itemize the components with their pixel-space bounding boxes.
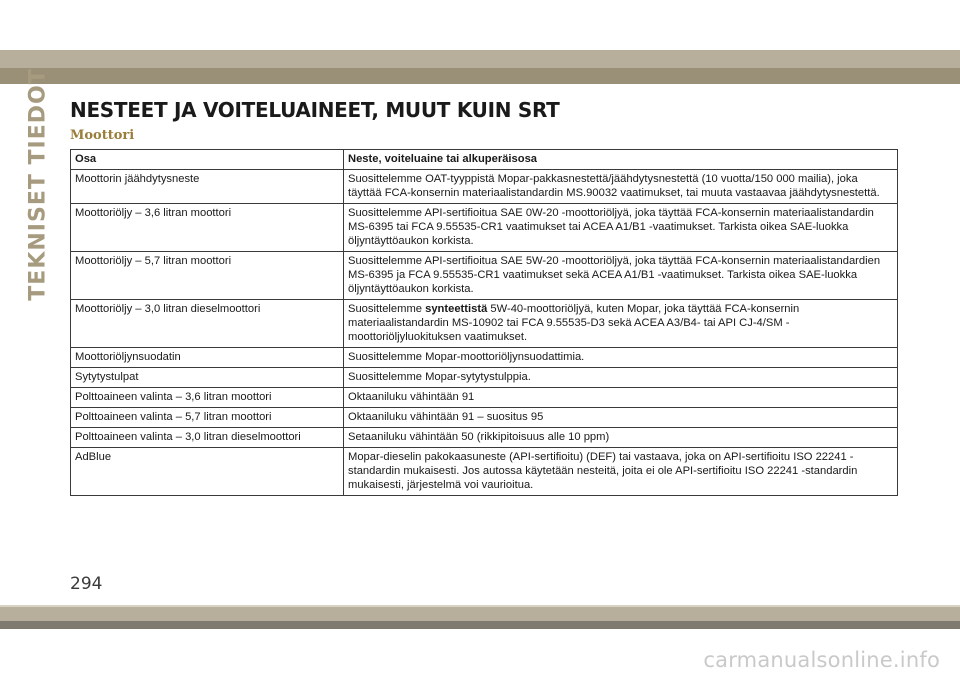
table-row	[71, 428, 898, 448]
spec-text-post: 5W-40-moottoriöljyä, kuten Mopar, joka täyttää FCA-konsernin materiaalistandardin MS-10902 tai FCA 9.55535-D3 sekä ACEA A3/B4- tai API CJ-4/SM -moottoriöljyluokituksen vaatimukset.	[348, 303, 800, 343]
row-part: Moottoriöljynsuodatin	[71, 348, 344, 368]
table-row	[71, 368, 898, 388]
row-spec: Mopar-dieselin pakokaasuneste (API-sertifioitu) (DEF) tai vastaava, joka on API-sertifioitu ISO 22241 -standardin mukaisesti. Jos autossa käytetään nesteitä, joita ei ole API-sertifioitu ISO 22241 -standardin mukaisesti, järjestelmä voi vaurioitua.	[344, 448, 898, 496]
row-part: Moottoriöljy – 3,0 litran dieselmoottori	[71, 300, 344, 348]
row-spec: Suosittelemme OAT-tyyppistä Mopar-pakkasnestettä/jäähdytysnestettä (10 vuotta/150 000 mailia), joka täyttää FCA-konsernin materiaalistandardin MS.90032 vaatimukset, tai muuta vastaavaa jäähdytysnestettä.	[344, 170, 898, 204]
row-spec: Oktaaniluku vähintään 91	[344, 388, 898, 408]
row-spec: Suosittelemme API-sertifioitua SAE 0W-20 -moottoriöljyä, joka täyttää FCA-konsernin materiaalistandardin MS-6395 tai FCA 9.55535-CR1 vaatimukset tai ACEA A1/B1 -vaatimukset. Tarkista oikea SAE-luokka öljyntäyttöaukon korkista.	[344, 204, 898, 252]
row-spec: Setaaniluku vähintään 50 (rikkipitoisuus alle 10 ppm)	[344, 428, 898, 448]
row-spec: Suosittelemme Mopar-sytytystulppia.	[344, 368, 898, 388]
header-band-dark	[0, 68, 960, 84]
table-row	[71, 448, 898, 496]
page-title: NESTEET JA VOITELUAINEET, MUUT KUIN SRT	[70, 98, 560, 122]
table-row	[71, 388, 898, 408]
table-row	[71, 252, 898, 300]
row-part: Polttoaineen valinta – 3,0 litran dieselmoottori	[71, 428, 344, 448]
table-row	[71, 170, 898, 204]
side-tab-label: TEKNISET TIEDOT	[25, 67, 51, 301]
spec-text-bold: synteettistä	[425, 303, 488, 315]
row-part: Polttoaineen valinta – 5,7 litran moottori	[71, 408, 344, 428]
row-part: Moottorin jäähdytysneste	[71, 170, 344, 204]
column-header-part: Osa	[71, 150, 344, 170]
table-row	[71, 204, 898, 252]
row-part: Polttoaineen valinta – 3,6 litran moottori	[71, 388, 344, 408]
column-header-spec: Neste, voiteluaine tai alkuperäisosa	[344, 150, 898, 170]
row-spec: Suosittelemme API-sertifioitua SAE 5W-20 -moottoriöljyä, joka täyttää FCA-konsernin materiaalistandardien MS-6395 ja FCA 9.55535-CR1 vaatimukset sekä ACEA A1/B1 -vaatimukset. Tarkista oikea SAE-luokka öljyntäyttöaukon korkista.	[344, 252, 898, 300]
row-spec: Suosittelemme Mopar-moottoriöljynsuodattimia.	[344, 348, 898, 368]
fluids-table	[70, 149, 898, 496]
row-spec	[344, 300, 898, 348]
table-row	[71, 348, 898, 368]
table-row	[71, 300, 898, 348]
table-row	[71, 408, 898, 428]
header-band-light	[0, 50, 960, 68]
row-spec: Oktaaniluku vähintään 91 – suositus 95	[344, 408, 898, 428]
page-number: 294	[70, 574, 103, 594]
spec-text-pre: Suosittelemme	[348, 303, 426, 315]
section-side-tab	[22, 67, 54, 301]
footer-band-light	[0, 607, 960, 621]
row-part: Moottoriöljy – 5,7 litran moottori	[71, 252, 344, 300]
row-part: Sytytystulpat	[71, 368, 344, 388]
watermark-text: carmanualsonline.info	[703, 648, 940, 672]
table-header-row	[71, 150, 898, 170]
row-part: AdBlue	[71, 448, 344, 496]
row-part: Moottoriöljy – 3,6 litran moottori	[71, 204, 344, 252]
section-subtitle: Moottori	[70, 128, 135, 143]
footer-band-dark	[0, 621, 960, 629]
